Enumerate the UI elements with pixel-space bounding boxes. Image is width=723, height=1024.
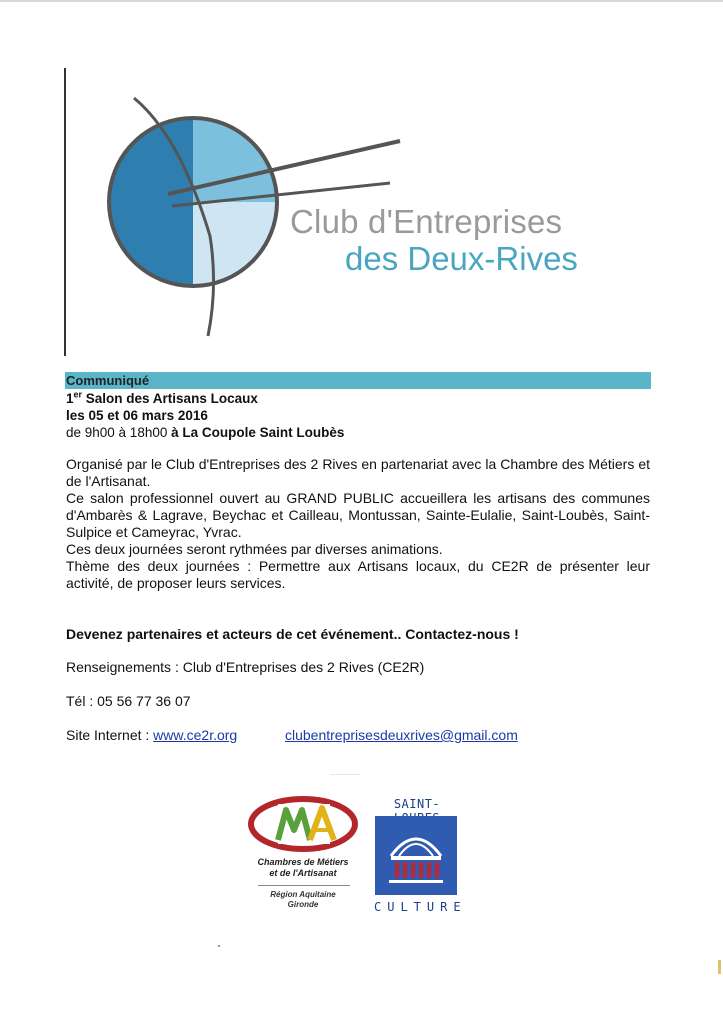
cma-logo-icon [248, 796, 358, 854]
coupole-icon [375, 816, 457, 895]
saint-loubes-title: SAINT- [393, 797, 441, 811]
title-ordinal: 1 [66, 391, 74, 406]
cma-dept-line: Gironde [287, 900, 319, 909]
paragraph-organizer: Organisé par le Club d'Entreprises des 2 Rives en partenariat avec la Chambre des Métiers et de l'Artisanat. [66, 456, 650, 489]
event-dates: les 05 et 06 mars 2016 [66, 408, 208, 423]
cma-region-line: Région Aquitaine [270, 890, 336, 899]
paragraph-animations: Ces deux journées seront rythmées par diverses animations. [66, 541, 443, 557]
communique-band [65, 372, 651, 389]
paragraph-theme: Thème des deux journées : Permettre aux Artisans locaux, du CE2R de présenter leur activité, de proposer leurs services. [66, 558, 650, 591]
cma-name-line1: Chambres de Métiers [257, 857, 349, 867]
club-name [290, 205, 578, 275]
title-rest: Salon des Artisans Locaux [82, 391, 258, 406]
scan-speck [218, 945, 220, 947]
contact-phone: Tél : 05 56 77 36 07 [66, 693, 191, 709]
body-text [66, 456, 650, 592]
saint-loubes-logo [375, 816, 457, 895]
callout-text: Devenez partenaires et acteurs de cet événement.. Contactez-nous ! [66, 626, 519, 642]
title-sup: er [73, 389, 83, 400]
event-venue: à La Coupole Saint Loubès [171, 425, 345, 440]
paragraph-audience: Ce salon professionnel ouvert au GRAND PUBLIC accueillera les artisans des communes d'Ambarès & Lagrave, Beychac et Cailleau, Montussan, Sainte-Eulalie, Saint-Loubès, Saint-Sulpice et Cameyrac, Yvrac. [66, 490, 650, 540]
contact-info: Renseignements : Club d'Entreprises des 2 Rives (CE2R) [66, 659, 425, 675]
site-label: Site Internet : [66, 727, 154, 743]
divider [330, 774, 360, 775]
saint-loubes-subtitle: CULTURE [374, 900, 467, 914]
event-time-venue [66, 424, 344, 441]
event-heading [66, 390, 344, 441]
scan-edge-mark [718, 960, 721, 974]
cma-name-line2: et de l'Artisanat [269, 868, 337, 878]
site-link[interactable]: www.ce2r.org [153, 727, 238, 743]
top-border [0, 0, 723, 2]
event-title [66, 390, 344, 407]
club-name-line1: Club d'Entreprises [290, 203, 563, 240]
event-time: de 9h00 à 18h00 [66, 425, 172, 440]
cma-name [248, 857, 358, 879]
communique-label: Communiqué [66, 373, 150, 388]
club-name-line2: des Deux-Rives [345, 240, 578, 277]
cma-rule [258, 885, 350, 886]
email-link[interactable]: clubentreprisesdeuxrives@gmail.com [285, 727, 518, 743]
header-vertical-rule [64, 68, 66, 356]
cma-region [248, 890, 358, 910]
contact-web [66, 727, 237, 743]
